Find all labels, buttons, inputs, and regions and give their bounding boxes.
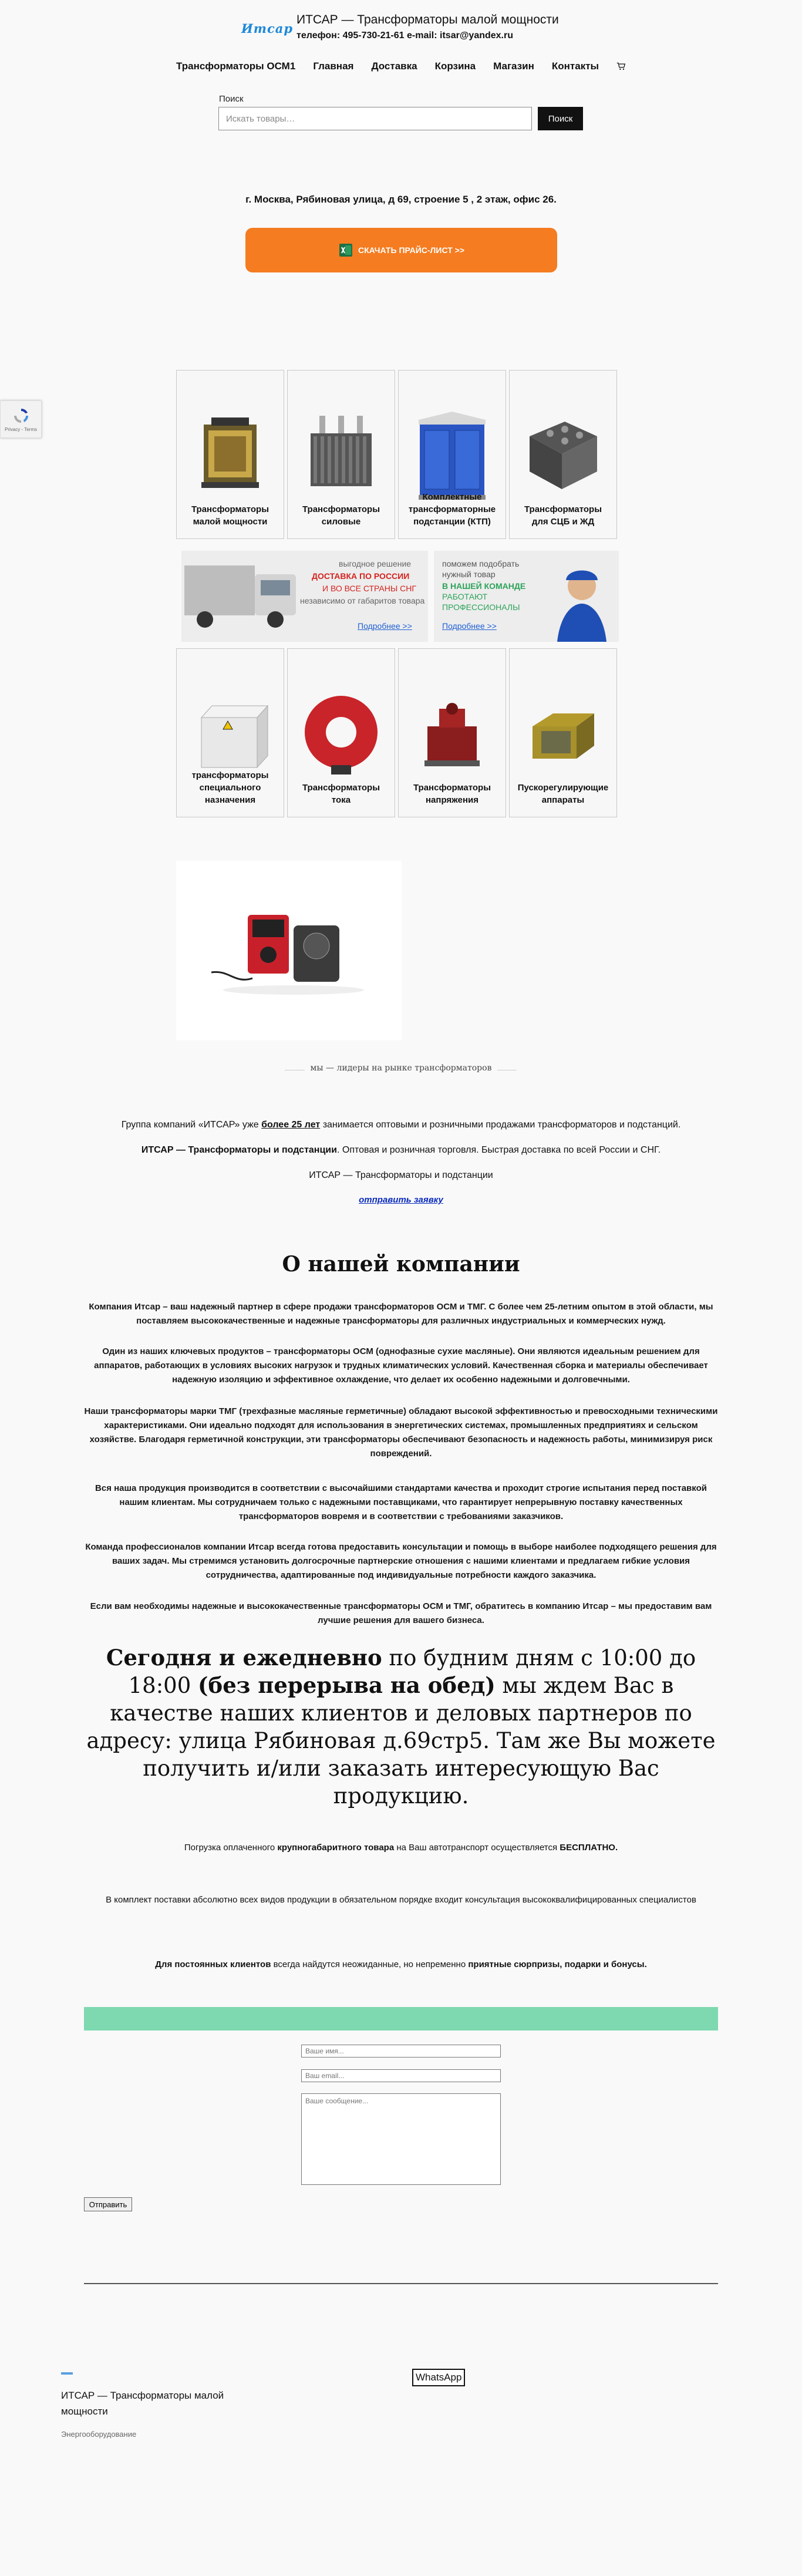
delivery-line1: выгодное решение bbox=[339, 559, 412, 568]
info-consultation: В комплект поставки абсолютно всех видов продукции в обязательном порядке входит консультация высококвалифицированных специалистов bbox=[106, 1895, 696, 1905]
intro-paragraph-3: ИТСАР — Трансформаторы и подстанции bbox=[309, 1170, 493, 1180]
category-voltage-transformers[interactable] bbox=[398, 648, 506, 817]
email-field[interactable] bbox=[301, 2069, 501, 2082]
category-small-transformers[interactable] bbox=[176, 370, 284, 539]
about-paragraph-4: Вся наша продукция производится в соответствии с высочайшими стандартами качества и проходит строгие испытания перед поставкой нашим клиентам. Мы сотрудничаем только с надежными поставщиками, что гарантирует непрерывную поставку качественных трансформаторов вовремя и в соответствии с требованиями заказчиков. bbox=[95, 1483, 707, 1521]
intro-paragraph-1 bbox=[0, 1120, 802, 1130]
promo-banners bbox=[181, 551, 619, 642]
info-3-bold: Для постоянных клиентов bbox=[155, 1959, 271, 1969]
team-line4: РАБОТАЮТ bbox=[442, 592, 487, 601]
category-label: Трансформаторы напряжения bbox=[413, 783, 491, 805]
schedule-text bbox=[82, 1644, 720, 1810]
category-railway-transformers[interactable] bbox=[509, 370, 617, 539]
logo-text: Итсар bbox=[241, 21, 294, 36]
category-label: Пускорегулирующие аппараты bbox=[517, 783, 609, 805]
info-1-before: Погрузка оплаченного bbox=[184, 1843, 278, 1853]
intro-2-bold: ИТСАР — Трансформаторы и подстанции bbox=[141, 1145, 337, 1155]
recaptcha-icon bbox=[12, 407, 30, 425]
name-field[interactable] bbox=[301, 2045, 501, 2058]
main-nav bbox=[176, 60, 626, 72]
leaders-caption bbox=[0, 1063, 802, 1073]
recaptcha-badge[interactable] bbox=[0, 400, 42, 438]
team-banner[interactable] bbox=[434, 551, 619, 642]
delivery-line3: И ВО ВСЕ СТРАНЫ СНГ bbox=[322, 584, 416, 593]
recaptcha-text[interactable]: Privacy - Terms bbox=[5, 426, 37, 432]
truck-image bbox=[181, 554, 305, 642]
team-line5: ПРОФЕССИОНАЛЫ bbox=[442, 602, 520, 612]
category-ktp[interactable] bbox=[398, 370, 506, 539]
info-1-mid: на Ваш автотранспорт осуществляется bbox=[394, 1843, 560, 1853]
footer-divider bbox=[84, 2283, 718, 2284]
intro-1-bold: более 25 лет bbox=[261, 1120, 321, 1130]
intro-1-after: занимается оптовыми и розничными продажами трансформаторов и подстанций. bbox=[320, 1120, 681, 1130]
worker-image bbox=[545, 554, 619, 642]
site-logo[interactable] bbox=[241, 18, 294, 39]
current-transformer-image bbox=[296, 685, 386, 783]
search-button[interactable]: Поиск bbox=[538, 107, 583, 130]
team-line2: нужный товар bbox=[442, 570, 496, 579]
delivery-line4: независимо от габаритов товара bbox=[300, 596, 425, 605]
category-power-transformers[interactable] bbox=[287, 370, 395, 539]
about-paragraph-3: Наши трансформаторы марки ТМГ (трехфазные масляные герметичные) обладают высокой эффективностью и превосходными техническими характеристиками. Они идеально подходят для использования в энергетических системах, промышленных предприятиях и сельском хозяйстве. Благодаря герметичной конструкции, эти трансформаторы обеспечивают безопасность и надежность работы, минимизируя риск повреждений. bbox=[84, 1406, 718, 1459]
nav-item-delivery[interactable]: Доставка bbox=[371, 60, 417, 72]
nav-item-contacts[interactable]: Контакты bbox=[551, 60, 599, 72]
intro-1-before: Группа компаний «ИТСАР» уже bbox=[121, 1120, 262, 1130]
whatsapp-button[interactable]: WhatsApp bbox=[412, 2369, 465, 2386]
about-paragraph-5: Команда профессионалов компании Итсар всегда готова предоставить консультации и помощь в выборе наиболее подходящего решения для ваших задач. Мы стремимся установить долгосрочные партнерские отношения с нашими клиентами и предлагаем гибкие условия сотрудничества, адаптированные под индивидуальные потребности каждого заказчика. bbox=[85, 1542, 717, 1580]
schedule-bold-2: (без перерыва на обед) bbox=[198, 1672, 496, 1698]
special-transformer-image bbox=[185, 685, 275, 783]
category-label: Трансформаторы тока bbox=[302, 783, 380, 805]
voltage-transformer-image bbox=[407, 685, 497, 783]
nav-item-osm1[interactable]: Трансформаторы ОСМ1 bbox=[176, 60, 296, 72]
about-paragraph-2: Один из наших ключевых продуктов – трансформаторы ОСМ (однофазные сухие масляные). Они являются идеальным решением для аппаратов, работающих в условиях высоких нагрузок и трудных климатических условий. Качественная сборка и материалы обеспечивает надежную изоляцию и эффективное охлаждение, что делает их особенно надежными и долговечными. bbox=[94, 1346, 708, 1385]
info-3-bold-2: приятные сюрпризы, подарки и бонусы. bbox=[468, 1959, 647, 1969]
submit-button[interactable]: Отправить bbox=[84, 2197, 132, 2211]
info-1-bold: крупногабаритного товара bbox=[277, 1843, 395, 1853]
message-field[interactable] bbox=[301, 2093, 501, 2185]
about-title: О нашей компании bbox=[282, 1252, 520, 1277]
category-row-top bbox=[176, 370, 619, 539]
schedule-text-2: мы ждем Вас в качестве наших клиентов и деловых партнеров по адресу: улица Рябиновая д.69стр5. Там же Вы можете получить и/или заказать интересующую Вас продукцию. bbox=[86, 1673, 716, 1809]
delivery-banner[interactable] bbox=[181, 551, 428, 642]
about-paragraph-6: Если вам необходимы надежные и высококачественные трансформаторы ОСМ и ТМГ, обратитесь в компанию Итсар – мы предоставим вам лучшие решения для вашего бизнеса. bbox=[90, 1601, 712, 1625]
delivery-more-link[interactable]: Подробнее >> bbox=[358, 621, 412, 631]
send-request-link[interactable]: отправить заявку bbox=[359, 1195, 443, 1205]
intro-2-after: . Оптовая и розничная торговля. Быстрая доставка по всей России и СНГ. bbox=[336, 1145, 661, 1155]
nav-item-cart[interactable]: Корзина bbox=[434, 60, 476, 72]
category-ballasts[interactable] bbox=[509, 648, 617, 817]
team-more-link[interactable]: Подробнее >> bbox=[442, 621, 497, 631]
category-special-transformers[interactable] bbox=[176, 648, 284, 817]
category-label: Комплектные трансформаторные подстанции (КТП) bbox=[408, 492, 496, 527]
category-current-transformers[interactable] bbox=[287, 648, 395, 817]
form-header-bar bbox=[84, 2007, 718, 2031]
power-transformer-image bbox=[296, 407, 386, 504]
category-label: Трансформаторы для СЦБ и ЖД bbox=[524, 504, 602, 527]
schedule-text-1: по будним дням с 10:00 до 18:00 bbox=[128, 1645, 696, 1698]
category-label: Трансформаторы силовые bbox=[302, 504, 380, 527]
autotransformer-image bbox=[176, 861, 402, 1040]
category-label: Трансформаторы малой мощности bbox=[191, 504, 269, 527]
intro-paragraph-2 bbox=[0, 1145, 802, 1156]
team-line3: В НАШЕЙ КОМАНДЕ bbox=[442, 581, 526, 591]
footer-subtitle: Энергооборудование bbox=[61, 2430, 137, 2439]
site-header bbox=[0, 0, 802, 135]
site-title[interactable]: ИТСАР — Трансформаторы малой мощности bbox=[296, 13, 559, 26]
info-bonuses bbox=[82, 1958, 720, 1972]
nav-item-shop[interactable]: Магазин bbox=[493, 60, 534, 72]
about-paragraph-1: Компания Итсар – ваш надежный партнер в сфере продажи трансформаторов ОСМ и ТМГ. С более чем 25-летним опытом в этой области, мы поставляем высококачественные и надежные трансформаторы для различных индустриальных и коммерческих нужд. bbox=[89, 1302, 713, 1326]
nav-item-home[interactable]: Главная bbox=[313, 60, 354, 72]
download-price-label: СКАЧАТЬ ПРАЙС-ЛИСТ >> bbox=[358, 245, 464, 255]
excel-icon bbox=[338, 243, 353, 258]
cart-icon[interactable] bbox=[616, 61, 626, 72]
download-price-button[interactable] bbox=[245, 228, 557, 272]
schedule-bold-1: Сегодня и ежедневно bbox=[106, 1645, 382, 1671]
search-label: Поиск bbox=[219, 94, 244, 104]
search-input[interactable] bbox=[218, 107, 532, 130]
small-transformer-image bbox=[185, 407, 275, 504]
leaders-text: мы — лидеры на рынке трансформаторов bbox=[305, 1063, 498, 1073]
site-contact: телефон: 495-730-21-61 e-mail: itsar@yandex.ru bbox=[296, 31, 513, 41]
footer-logo[interactable] bbox=[61, 2372, 73, 2375]
office-address: г. Москва, Рябиновая улица, д 69, строение 5 , 2 этаж, офис 26. bbox=[245, 194, 557, 205]
category-row-bottom bbox=[176, 648, 619, 817]
category-label: трансформаторы специального назначения bbox=[191, 770, 269, 805]
ktp-image bbox=[407, 407, 497, 504]
delivery-line2: ДОСТАВКА ПО РОССИИ bbox=[312, 571, 410, 581]
footer-title[interactable]: ИТСАР — Трансформаторы малой мощности bbox=[61, 2390, 224, 2417]
team-line1: поможем подобрать bbox=[442, 559, 520, 568]
ballast-image bbox=[518, 685, 608, 783]
railway-transformer-image bbox=[518, 407, 608, 504]
info-loading bbox=[82, 1841, 720, 1855]
info-3-mid: всегда найдутся неожиданные, но непременно bbox=[271, 1959, 469, 1969]
info-1-bold-2: БЕСПЛАТНО. bbox=[560, 1843, 618, 1853]
